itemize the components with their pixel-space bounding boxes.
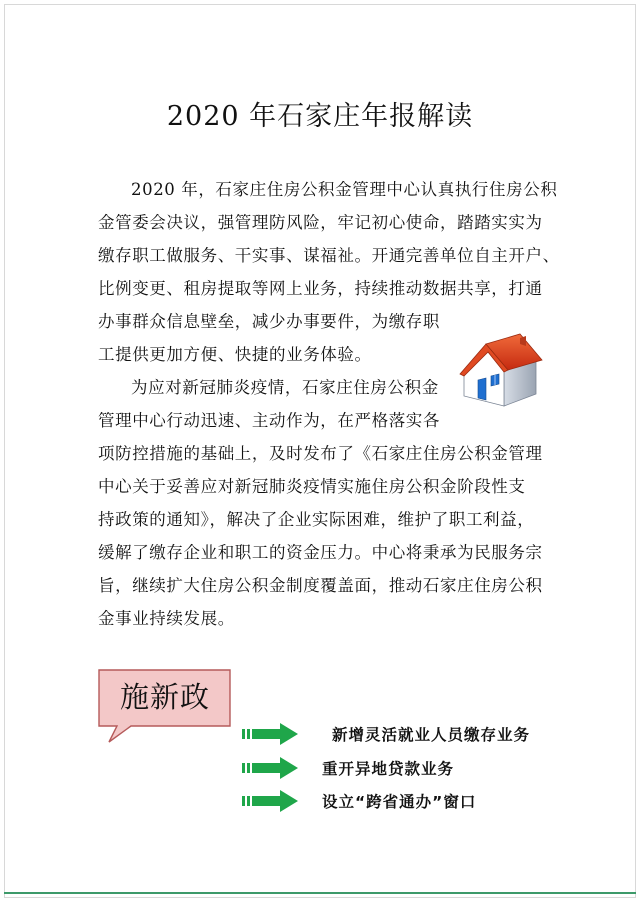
paragraph-line: 办事群众信息壁垒，减少办事要件，为缴存职 [98, 312, 440, 331]
paragraph-line: 2020 年，石家庄住房公积金管理中心认真执行住房公积 [131, 180, 558, 199]
paragraph-line: 旨，继续扩大住房公积金制度覆盖面，推动石家庄住房公积 [98, 576, 543, 595]
bottom-rule [4, 892, 636, 894]
right-arrow-icon [240, 788, 300, 814]
policy-item [240, 721, 530, 747]
paragraph-line: 比例变更、租房提取等网上业务，持续推动数据共享，打通 [98, 279, 543, 298]
page-title: 2020 年石家庄年报解读 [166, 101, 474, 132]
paragraph-line: 金管委会决议，强管理防风险，牢记初心使命，踏踏实实为 [98, 213, 543, 232]
policy-label: 重开异地贷款业务 [322, 760, 455, 778]
policy-item [240, 788, 476, 814]
policy-item [240, 755, 454, 781]
policy-label: 设立“跨省通办”窗口 [322, 793, 477, 811]
paragraph-line: 持政策的通知》，解决了企业实际困难，维护了职工利益， [98, 510, 535, 529]
paragraph-line: 工提供更加方便、快捷的业务体验。 [98, 345, 372, 364]
paragraph-covid [98, 371, 543, 635]
paragraph-line: 管理中心行动迅速、主动作为，在严格落实各 [98, 411, 440, 430]
paragraph-line: 缴存职工做服务、干实事、谋福祉。开通完善单位自主开户、 [98, 246, 560, 265]
paragraph-line: 项防控措施的基础上，及时发布了《石家庄住房公积金管理 [98, 444, 543, 463]
right-arrow-icon [240, 721, 300, 747]
policy-label: 新增灵活就业人员缴存业务 [332, 726, 531, 744]
paragraph-line: 为应对新冠肺炎疫情，石家庄住房公积金 [131, 378, 439, 397]
paragraph-line: 中心关于妥善应对新冠肺炎疫情实施住房公积金阶段性支 [98, 477, 526, 496]
callout-label: 施新政 [119, 680, 210, 714]
right-arrow-icon [240, 755, 300, 781]
house-icon [458, 330, 544, 410]
paragraph-line: 金事业持续发展。 [98, 609, 235, 628]
paragraph-line: 缓解了缴存企业和职工的资金压力。中心将秉承为民服务宗 [98, 543, 543, 562]
